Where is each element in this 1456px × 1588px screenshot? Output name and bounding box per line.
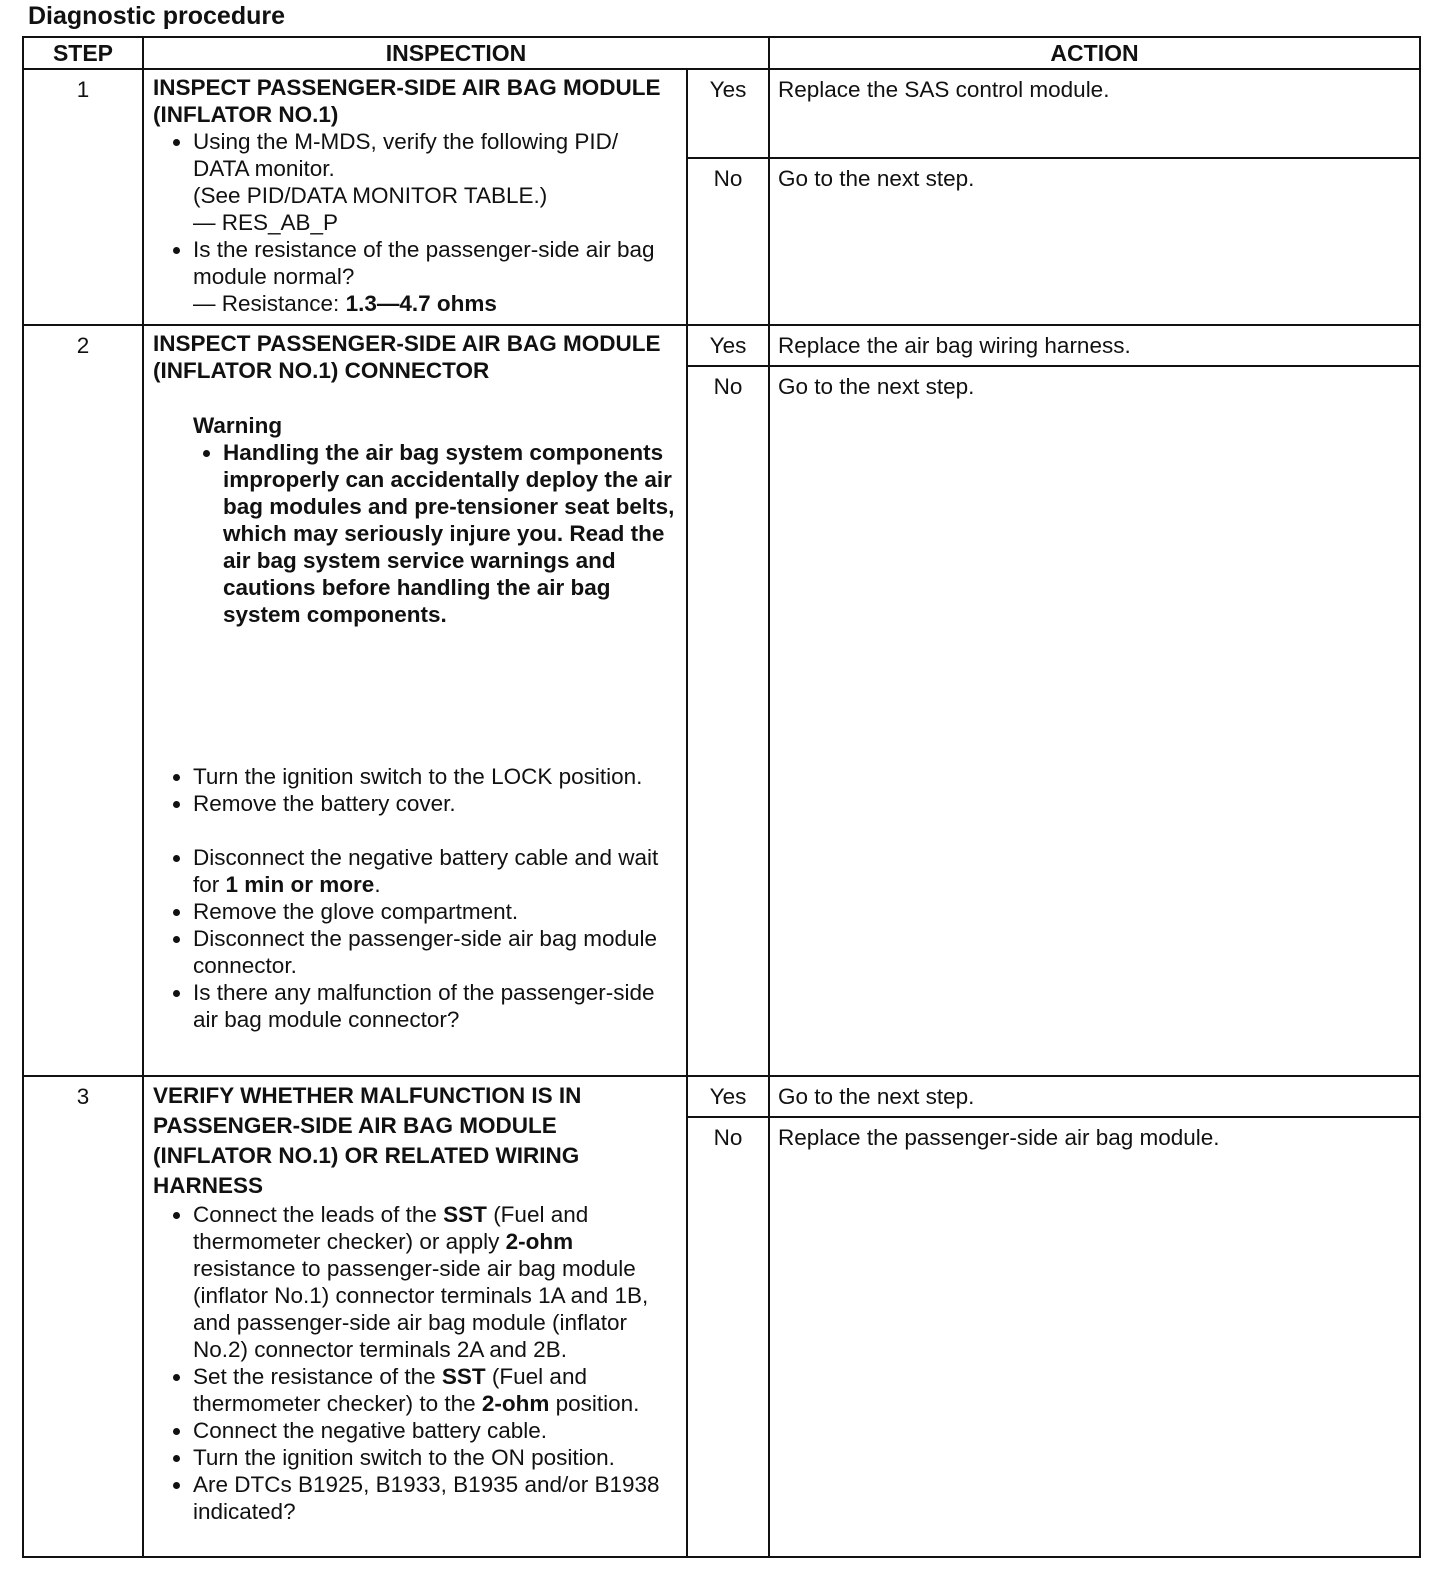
warning-label: Warning — [193, 413, 283, 438]
resistance-spec: 1.3—4.7 ohms — [345, 291, 497, 316]
header-action: ACTION — [769, 37, 1420, 69]
yes-label: Yes — [687, 69, 769, 158]
pid-name: — RES_AB_P — [193, 210, 339, 235]
warning-list — [193, 439, 678, 628]
inspection-cell — [143, 325, 687, 1076]
warning-block — [153, 412, 678, 628]
no-label: No — [687, 366, 769, 1076]
step-number: 3 — [23, 1076, 143, 1557]
header-step: STEP — [23, 37, 143, 69]
inspection-title: INSPECT PASSENGER-SIDE AIR BAG MODULE (INFLATOR NO.1) — [153, 75, 661, 127]
inspection-cell — [143, 69, 687, 325]
list-item: • Are DTCs B1925, B1933, B1935 and/or B1938 indicated? — [193, 1471, 678, 1525]
inspection-list — [153, 1201, 678, 1525]
inspection-list — [153, 763, 678, 1033]
list-item: • Using the M-MDS, verify the following PID/ DATA monitor. (See PID/DATA MONITOR TABLE.) — RES_AB_P — [193, 128, 678, 236]
list-item: • Is there any malfunction of the passenger-side air bag module connector? — [193, 979, 678, 1033]
list-item: • Turn the ignition switch to the ON position. — [193, 1444, 678, 1471]
no-action: Go to the next step. — [769, 158, 1420, 325]
list-item: • Set the resistance of the SST (Fuel and thermometer checker) to the 2-ohm position. — [193, 1363, 678, 1417]
page-title: Diagnostic procedure — [28, 2, 285, 30]
inspection-list — [153, 128, 678, 317]
yes-label: Yes — [687, 325, 769, 366]
yes-action: Replace the SAS control module. — [769, 69, 1420, 158]
step-number: 2 — [23, 325, 143, 1076]
spacer — [153, 628, 678, 763]
table-row — [23, 1076, 1420, 1117]
list-item: • Remove the battery cover. — [193, 790, 678, 817]
step-number: 1 — [23, 69, 143, 325]
table-row — [23, 325, 1420, 366]
yes-action: Replace the air bag wiring harness. — [769, 325, 1420, 366]
no-label: No — [687, 158, 769, 325]
inspection-cell — [143, 1076, 687, 1557]
inspection-title: VERIFY WHETHER MALFUNCTION IS IN PASSENGER-SIDE AIR BAG MODULE (INFLATOR NO.1) OR RELATED WIRING HARNESS — [153, 1083, 582, 1198]
header-inspection: INSPECTION — [143, 37, 769, 69]
no-action: Replace the passenger-side air bag module. — [769, 1117, 1420, 1557]
diagnostic-table — [22, 36, 1421, 1558]
header-row — [23, 37, 1420, 69]
list-item: • Disconnect the passenger-side air bag module connector. — [193, 925, 678, 979]
yes-action: Go to the next step. — [769, 1076, 1420, 1117]
list-item: • Is the resistance of the passenger-side air bag module normal? — Resistance: 1.3—4.7 ohms — [193, 236, 678, 317]
table-row — [23, 69, 1420, 158]
list-item: • Connect the leads of the SST (Fuel and thermometer checker) or apply 2-ohm resistance to passenger-side air bag module (inflator No.1) connector terminals 1A and 1B, and passenger-side air bag module (inflator No.2) connector terminals 2A and 2B. — [193, 1201, 678, 1363]
list-item: • Disconnect the negative battery cable and wait for 1 min or more. — [193, 844, 678, 898]
list-item: • Remove the glove compartment. — [193, 898, 678, 925]
see-reference: (See PID/DATA MONITOR TABLE.) — [193, 183, 548, 208]
inspection-title: INSPECT PASSENGER-SIDE AIR BAG MODULE (INFLATOR NO.1) CONNECTOR — [153, 331, 661, 383]
yes-label: Yes — [687, 1076, 769, 1117]
warning-text: • Handling the air bag system components improperly can accidentally deploy the air bag modules and pre-tensioner seat belts, which may seriously injure you. Read the air bag system service warnings and cautions before handling the air bag system components. — [223, 439, 678, 628]
list-item: • Turn the ignition switch to the LOCK position. — [193, 763, 678, 790]
no-label: No — [687, 1117, 769, 1557]
no-action: Go to the next step. — [769, 366, 1420, 1076]
list-item: • Connect the negative battery cable. — [193, 1417, 678, 1444]
